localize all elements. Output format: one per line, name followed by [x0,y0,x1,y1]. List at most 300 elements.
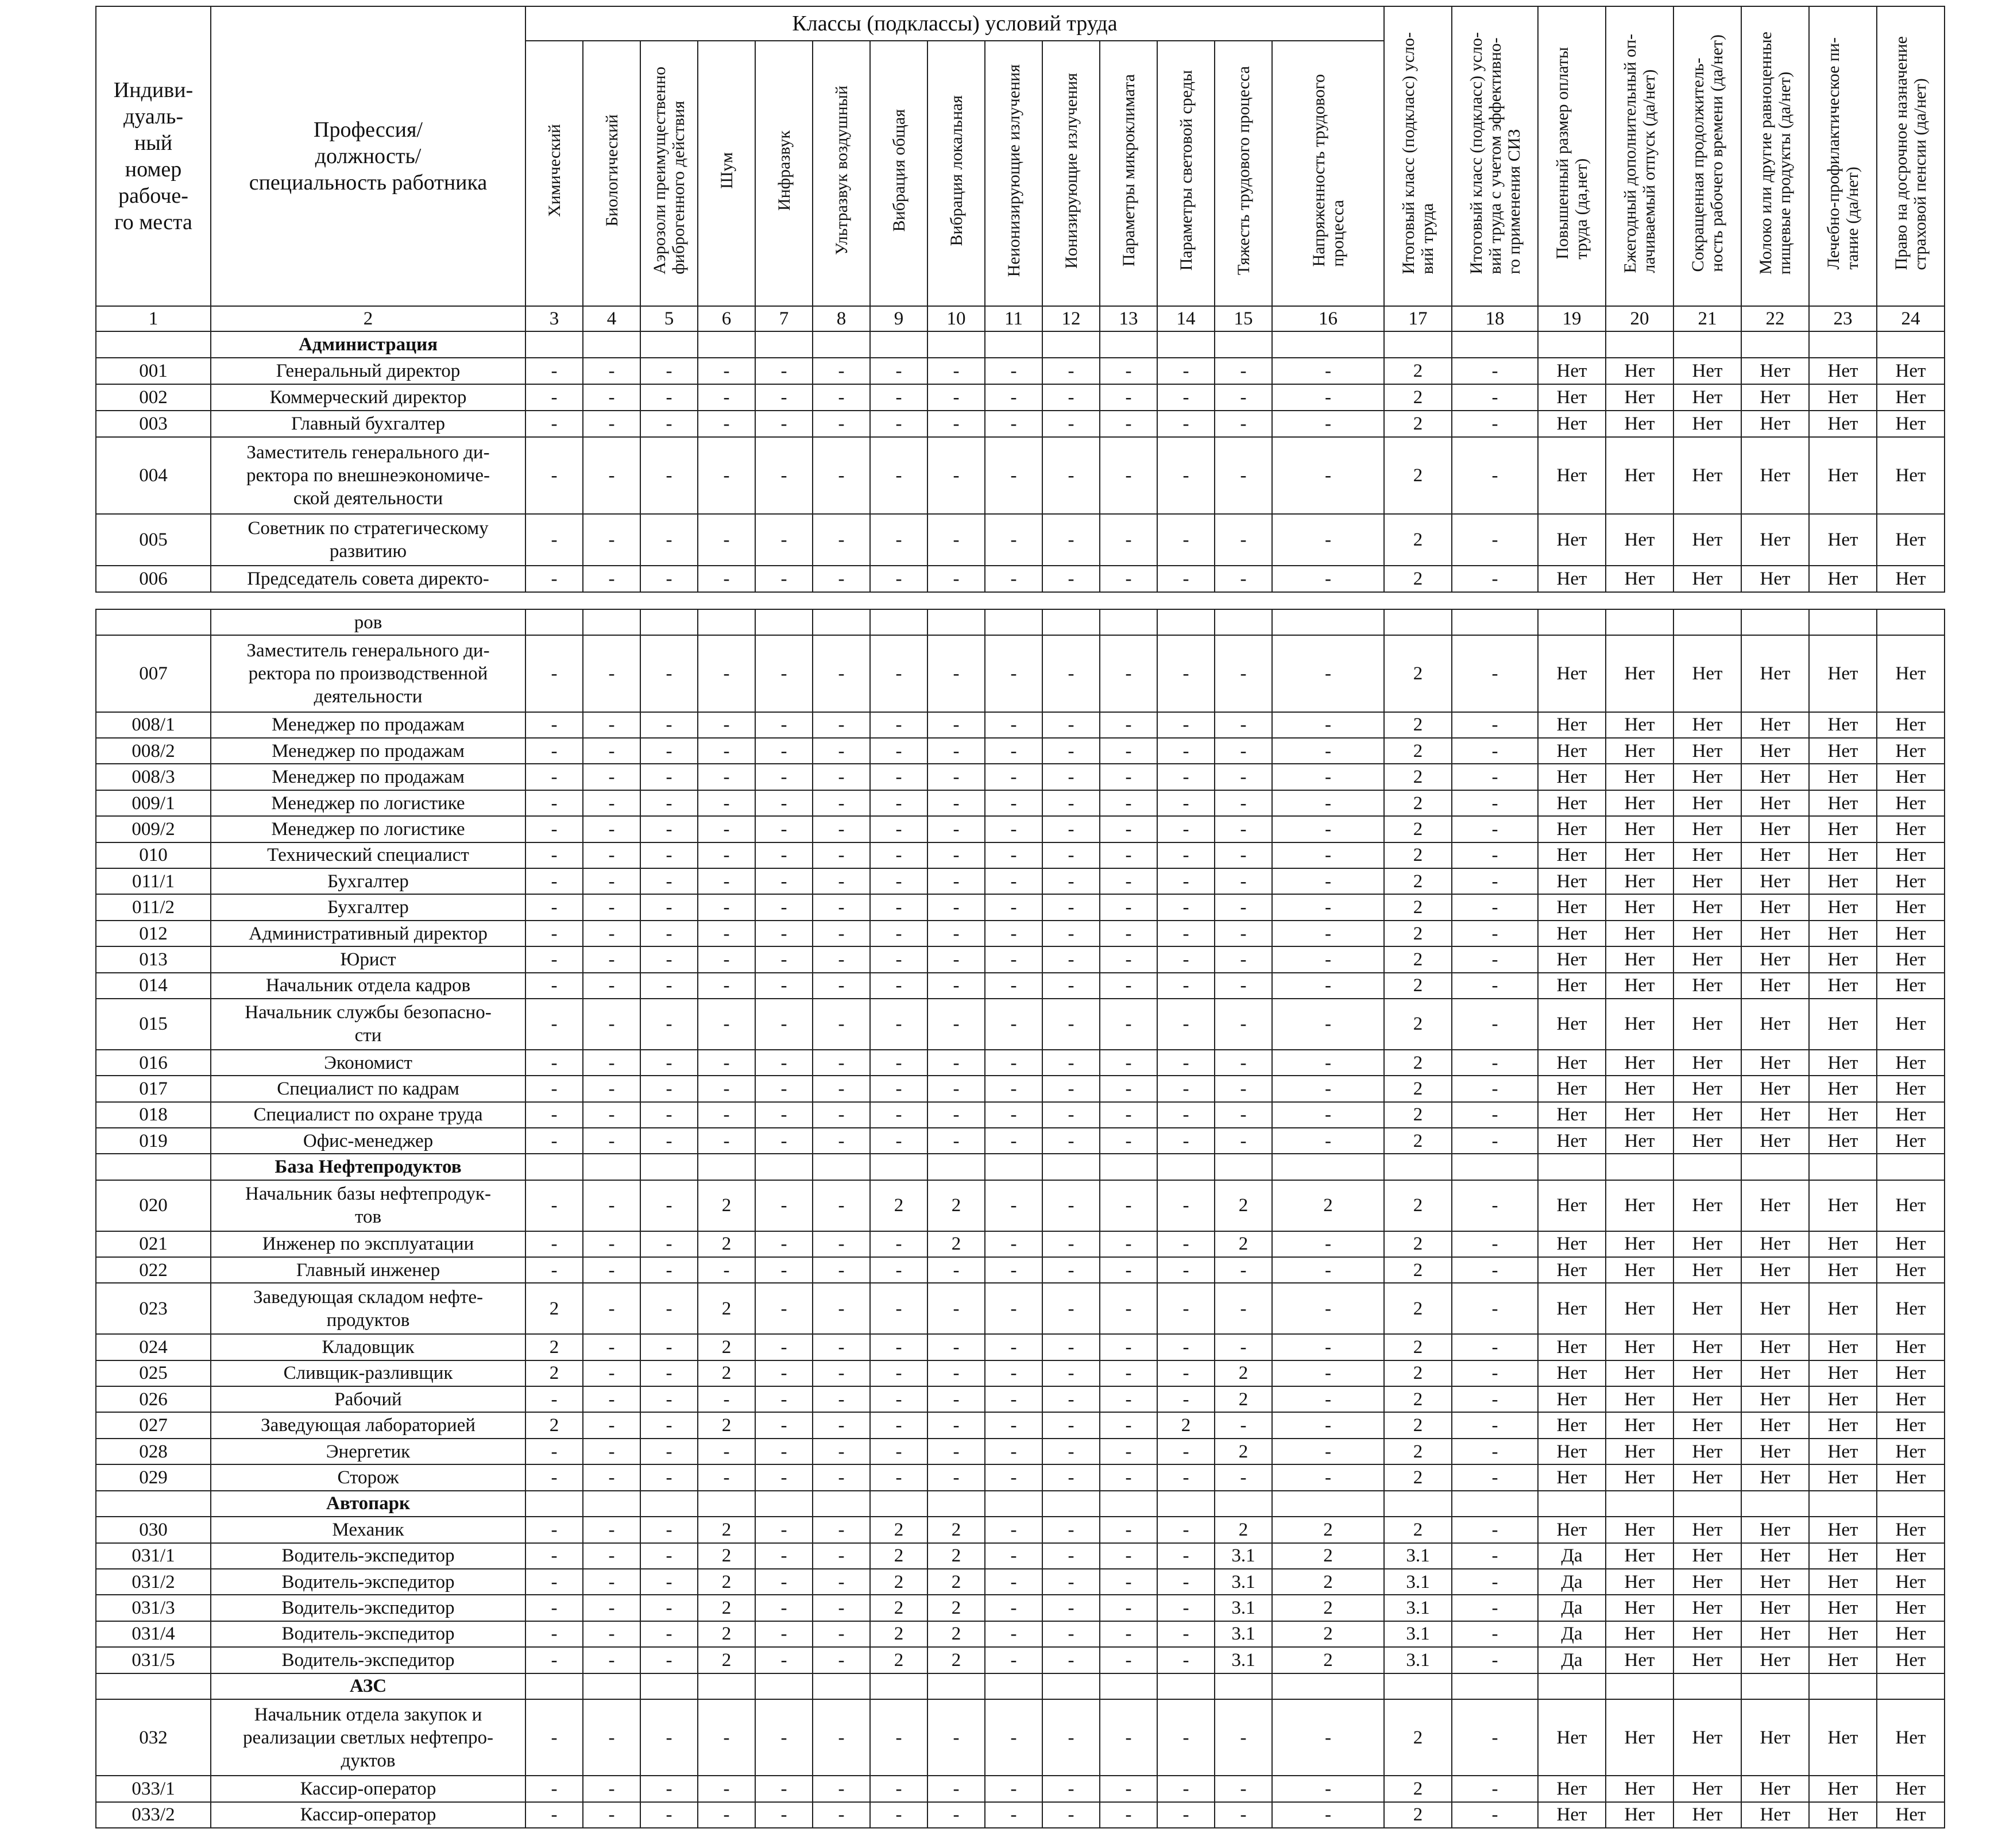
factor-class-cell: - [870,437,927,515]
guarantee-cell: Нет [1538,1257,1606,1283]
guarantee-cell: Нет [1538,1412,1606,1438]
header-profession: Профессия/ должность/ специальность работника [211,6,525,306]
guarantee-cell: Нет [1809,1517,1877,1542]
table-row [96,358,1945,384]
factor-class-cell: - [927,1464,985,1490]
guarantee-cell: Нет [1673,1439,1741,1464]
guarantee-cell: Нет [1809,1128,1877,1154]
guarantee-cell: Нет [1673,1621,1741,1647]
factor-class-cell: - [1100,411,1157,437]
empty-cell [755,609,813,635]
factor-class-cell: - [755,973,813,999]
factor-class-cell: - [698,1076,755,1101]
guarantee-cell: Нет [1877,790,1945,816]
factor-class-cell: - [755,999,813,1050]
profession-cell: Председатель совета директо- [211,566,525,592]
empty-cell [1100,609,1157,635]
profession-cell: Водитель-экспедитор [211,1621,525,1647]
factor-class-cell: - [927,894,985,920]
factor-class-cell: - [1272,1050,1384,1076]
empty-cell [1215,609,1272,635]
factor-class-cell: - [985,384,1042,411]
empty-cell [1809,331,1877,358]
factor-class-cell: - [870,514,927,566]
profession-cell: Кассир-оператор [211,1776,525,1801]
empty-cell [813,1154,870,1180]
guarantee-cell: Нет [1538,999,1606,1050]
factor-class-cell: - [985,1802,1042,1828]
factor-class-cell: - [583,868,640,894]
factor-class-cell: 2 [698,1412,755,1438]
factor-class-cell: - [583,1076,640,1101]
factor-class-cell: - [1042,1257,1100,1283]
empty-cell [927,1673,985,1699]
empty-cell [525,609,583,635]
factor-class-cell: - [813,635,870,712]
factor-class-cell: - [1042,1050,1100,1076]
guarantee-cell: Нет [1877,921,1945,946]
factor-class-cell: - [813,1464,870,1490]
workplace-number: 032 [96,1699,211,1776]
guarantee-cell: Нет [1673,1180,1741,1231]
factor-class-cell: - [640,635,698,712]
guarantee-cell: Нет [1606,894,1673,920]
final-class-cell: 3.1 [1384,1647,1452,1673]
factor-class-cell: - [583,1102,640,1128]
workplace-number: 031/3 [96,1595,211,1621]
factor-class-cell: - [525,1802,583,1828]
final-class-siz-cell: - [1452,635,1538,712]
empty-cell [755,1154,813,1180]
factor-class-cell: - [583,921,640,946]
final-class-cell: 2 [1384,894,1452,920]
factor-class-cell: - [1100,1412,1157,1438]
factor-class-cell: - [870,1128,927,1154]
factor-class-cell: - [1100,1517,1157,1542]
factor-class-cell: - [1100,1569,1157,1595]
final-class-siz-cell: - [1452,566,1538,592]
guarantee-cell: Нет [1809,1439,1877,1464]
factor-class-cell: - [755,790,813,816]
guarantee-cell: Нет [1741,384,1809,411]
table-row [96,1076,1945,1101]
factor-class-cell: - [1042,712,1100,738]
factor-class-cell: - [1215,1464,1272,1490]
factor-class-cell: - [1042,635,1100,712]
factor-class-cell: - [583,1412,640,1438]
factor-class-cell: - [1100,1076,1157,1101]
factor-class-cell: - [985,738,1042,764]
factor-class-cell: - [927,973,985,999]
guarantee-cell: Нет [1809,1231,1877,1257]
empty-cell [927,1491,985,1517]
column-number: 21 [1673,306,1741,331]
profession-cell: Специалист по кадрам [211,1076,525,1101]
section-row [96,1673,1945,1699]
guarantee-cell: Нет [1538,738,1606,764]
factor-class-cell: - [985,1699,1042,1776]
factor-class-cell: - [640,1076,698,1101]
table-row [96,999,1945,1050]
factor-class-cell: - [1042,1621,1100,1647]
final-class-siz-cell: - [1452,1231,1538,1257]
guarantee-cell: Нет [1673,1283,1741,1334]
factor-class-cell: - [583,411,640,437]
factor-class-cell: - [1100,437,1157,515]
factor-class-cell: - [1100,358,1157,384]
empty-cell [1452,1154,1538,1180]
table-row [96,816,1945,842]
profession-cell: Водитель-экспедитор [211,1595,525,1621]
factor-class-cell: - [755,384,813,411]
empty-cell [525,331,583,358]
profession-cell: Водитель-экспедитор [211,1569,525,1595]
factor-class-cell: - [927,842,985,868]
factor-class-cell: 2 [1272,1543,1384,1569]
factor-class-cell: - [525,764,583,790]
factor-class-cell: - [1157,1543,1215,1569]
factor-class-cell: - [985,358,1042,384]
empty-cell [1384,331,1452,358]
factor-class-cell: - [1157,1180,1215,1231]
factor-class-cell: - [1042,1102,1100,1128]
factor-class-cell: - [1157,1802,1215,1828]
factor-class-cell: - [1272,921,1384,946]
column-number: 12 [1042,306,1100,331]
factor-class-cell: - [1272,566,1384,592]
final-class-cell: 2 [1384,1802,1452,1828]
factor-class-cell: 2 [927,1543,985,1569]
table-row [96,894,1945,920]
guarantee-cell: Нет [1673,1543,1741,1569]
guarantee-cell: Нет [1809,635,1877,712]
table-row [96,437,1945,515]
factor-class-cell: - [927,764,985,790]
guarantee-cell: Нет [1606,514,1673,566]
column-number: 22 [1741,306,1809,331]
table-row [96,1231,1945,1257]
factor-class-cell: - [1100,1257,1157,1283]
factor-class-cell: - [525,1386,583,1412]
factor-class-cell: - [1100,1180,1157,1231]
guarantee-cell: Нет [1673,1128,1741,1154]
final-class-cell: 2 [1384,1699,1452,1776]
guarantee-cell: Нет [1809,1699,1877,1776]
empty-cell [870,609,927,635]
factor-class-cell: - [927,999,985,1050]
workplace-number: 019 [96,1128,211,1154]
profession-cell: Начальник отдела закупок и реализации светлых нефтепро- дуктов [211,1699,525,1776]
factor-class-cell: - [927,868,985,894]
table-row [96,738,1945,764]
factor-class-cell: - [927,816,985,842]
profession-cell: Менеджер по продажам [211,764,525,790]
factor-class-cell: - [927,437,985,515]
factor-class-cell: - [985,1439,1042,1464]
factor-class-cell: - [985,1128,1042,1154]
factor-class-cell: 2 [870,1595,927,1621]
factor-class-cell: - [1157,738,1215,764]
final-class-siz-cell: - [1452,1699,1538,1776]
factor-class-cell: - [755,1776,813,1801]
factor-class-cell: - [1215,973,1272,999]
factor-class-cell: - [583,1334,640,1360]
factor-class-cell: - [1215,1412,1272,1438]
factor-class-cell: - [583,842,640,868]
table-row [96,1283,1945,1334]
workplace-number: 017 [96,1076,211,1101]
table-row [96,1802,1945,1828]
workplace-number: 025 [96,1360,211,1386]
empty-cell [698,331,755,358]
empty-cell [870,1673,927,1699]
factor-class-cell: - [1042,738,1100,764]
factor-class-cell: - [755,514,813,566]
factor-class-cell: - [813,1595,870,1621]
factor-class-cell: - [1215,1128,1272,1154]
guarantee-cell: Да [1538,1595,1606,1621]
factor-class-cell: - [1215,1699,1272,1776]
factor-class-cell: - [813,1334,870,1360]
guarantee-cell: Нет [1673,712,1741,738]
profession-cell: Экономист [211,1050,525,1076]
factor-class-cell: - [813,1776,870,1801]
factor-class-cell: - [1272,1076,1384,1101]
empty-cell [1384,1154,1452,1180]
factor-class-cell: - [1215,816,1272,842]
factor-class-cell: - [1272,712,1384,738]
guarantee-cell: Нет [1877,566,1945,592]
profession-cell: Офис-менеджер [211,1128,525,1154]
factor-class-cell: - [813,1647,870,1673]
factor-class-cell: - [755,894,813,920]
empty-cell [1877,609,1945,635]
final-class-siz-cell: - [1452,1517,1538,1542]
empty-cell [583,609,640,635]
empty-cell [1272,609,1384,635]
guarantee-cell: Нет [1877,816,1945,842]
factor-class-cell: - [698,1439,755,1464]
empty-cell [1606,1154,1673,1180]
guarantee-cell: Нет [1741,514,1809,566]
workplace-number: 033/2 [96,1802,211,1828]
empty-cell [1877,1154,1945,1180]
final-class-siz-cell: - [1452,921,1538,946]
guarantee-cell: Нет [1741,1334,1809,1360]
factor-class-cell: - [640,1050,698,1076]
factor-class-cell: - [985,999,1042,1050]
factor-class-cell: - [1157,1128,1215,1154]
guarantee-cell: Нет [1877,868,1945,894]
header-factor-5: Аэрозоли преимущественно фиброгенного действия [640,41,698,306]
guarantee-cell: Нет [1741,1231,1809,1257]
table-row [96,1464,1945,1490]
empty-cell [1809,1673,1877,1699]
guarantee-cell: Нет [1606,358,1673,384]
final-class-cell: 3.1 [1384,1595,1452,1621]
guarantee-cell: Нет [1877,1802,1945,1828]
final-class-siz-cell: - [1452,764,1538,790]
column-number: 11 [985,306,1042,331]
empty-cell [1538,331,1606,358]
factor-class-cell: - [755,411,813,437]
guarantee-cell: Нет [1538,1334,1606,1360]
column-number: 5 [640,306,698,331]
empty-cell [1452,609,1538,635]
guarantee-cell: Нет [1673,973,1741,999]
final-class-cell: 2 [1384,1386,1452,1412]
section-row [96,1491,1945,1517]
guarantee-cell: Нет [1606,1439,1673,1464]
factor-class-cell: - [1215,1283,1272,1334]
column-number: 18 [1452,306,1538,331]
factor-class-cell: - [985,973,1042,999]
factor-class-cell: - [1042,1595,1100,1621]
column-number: 19 [1538,306,1606,331]
guarantee-cell: Нет [1606,764,1673,790]
guarantee-cell: Нет [1673,1647,1741,1673]
factor-class-cell: - [583,1180,640,1231]
guarantee-cell: Нет [1673,1386,1741,1412]
factor-class-cell: - [755,1102,813,1128]
header-factor-4: Биологический [583,41,640,306]
factor-class-cell: - [1042,764,1100,790]
factor-class-cell: - [1272,868,1384,894]
factor-class-cell: - [755,1464,813,1490]
factor-class-cell: - [813,868,870,894]
factor-class-cell: - [1100,764,1157,790]
guarantee-cell: Нет [1877,973,1945,999]
workplace-number: 033/1 [96,1776,211,1801]
factor-class-cell: - [755,635,813,712]
guarantee-cell: Нет [1877,738,1945,764]
factor-class-cell: - [755,1802,813,1828]
guarantee-cell: Нет [1877,1621,1945,1647]
guarantee-cell: Нет [1877,1334,1945,1360]
factor-class-cell: - [927,1412,985,1438]
final-class-siz-cell: - [1452,790,1538,816]
empty-cell [1215,1673,1272,1699]
factor-class-cell: - [985,1180,1042,1231]
factor-class-cell: - [870,1360,927,1386]
factor-class-cell: - [985,921,1042,946]
header-factor-14: Параметры световой среды [1157,41,1215,306]
factor-class-cell: - [1100,1776,1157,1801]
factor-class-cell: - [1157,1569,1215,1595]
factor-class-cell: - [1100,1334,1157,1360]
factor-class-cell: - [698,1776,755,1801]
factor-class-cell: - [640,790,698,816]
factor-class-cell: - [1157,1283,1215,1334]
guarantee-cell: Нет [1606,411,1673,437]
guarantee-cell: Да [1538,1543,1606,1569]
workplace-number: 027 [96,1412,211,1438]
workplace-number: 011/1 [96,868,211,894]
factor-class-cell: - [583,1128,640,1154]
empty-cell [1673,1673,1741,1699]
factor-class-cell: - [698,1102,755,1128]
guarantee-cell: Нет [1741,1412,1809,1438]
guarantee-cell: Нет [1741,1517,1809,1542]
factor-class-cell: - [1100,738,1157,764]
empty-cell [640,331,698,358]
factor-class-cell: - [1157,1647,1215,1673]
factor-class-cell: - [813,1517,870,1542]
factor-class-cell: - [1215,842,1272,868]
factor-class-cell: - [1042,1569,1100,1595]
guarantee-cell: Нет [1673,1360,1741,1386]
factor-class-cell: - [1042,514,1100,566]
factor-class-cell: - [1157,973,1215,999]
factor-class-cell: - [1042,1439,1100,1464]
final-class-cell: 2 [1384,999,1452,1050]
guarantee-cell: Нет [1877,384,1945,411]
final-class-cell: 2 [1384,816,1452,842]
column-number: 17 [1384,306,1452,331]
factor-class-cell: - [755,1360,813,1386]
factor-class-cell: 2 [525,1334,583,1360]
guarantee-cell: Нет [1741,1386,1809,1412]
empty-cell [1877,1491,1945,1517]
factor-class-cell: - [813,1569,870,1595]
factor-class-cell: - [525,973,583,999]
factor-class-cell: - [870,816,927,842]
factor-class-cell: - [640,1128,698,1154]
guarantee-cell: Нет [1606,1543,1673,1569]
guarantee-cell: Нет [1741,1050,1809,1076]
factor-class-cell: - [1272,764,1384,790]
workplace-number: 015 [96,999,211,1050]
final-class-cell: 2 [1384,1464,1452,1490]
final-class-siz-cell: - [1452,1386,1538,1412]
factor-class-cell: - [870,635,927,712]
section-row [96,1154,1945,1180]
final-class-cell: 2 [1384,764,1452,790]
factor-class-cell: 2 [927,1595,985,1621]
factor-class-cell: - [870,1231,927,1257]
factor-class-cell: - [985,816,1042,842]
guarantee-cell: Нет [1741,1102,1809,1128]
table-row [96,514,1945,566]
workplace-number: 018 [96,1102,211,1128]
column-number: 14 [1157,306,1215,331]
factor-class-cell: - [755,1231,813,1257]
header-factor-11: Неионизирующие излучения [985,41,1042,306]
factor-class-cell: - [1100,946,1157,972]
guarantee-cell: Нет [1606,1128,1673,1154]
factor-class-cell: - [755,358,813,384]
final-class-cell: 2 [1384,1180,1452,1231]
factor-class-cell: - [1157,1621,1215,1647]
factor-class-cell: - [1100,921,1157,946]
factor-class-cell: - [927,1439,985,1464]
empty-cell [870,331,927,358]
factor-class-cell: - [985,1464,1042,1490]
profession-cell: Менеджер по логистике [211,816,525,842]
factor-class-cell: - [698,1257,755,1283]
guarantee-cell: Нет [1877,1517,1945,1542]
factor-class-cell: - [927,358,985,384]
table-row [96,764,1945,790]
factor-class-cell: - [1272,738,1384,764]
guarantee-cell: Нет [1809,1412,1877,1438]
final-class-siz-cell: - [1452,514,1538,566]
factor-class-cell: - [698,894,755,920]
empty-cell [1272,1673,1384,1699]
final-class-siz-cell: - [1452,1776,1538,1801]
guarantee-cell: Нет [1606,1076,1673,1101]
factor-class-cell: - [1100,894,1157,920]
